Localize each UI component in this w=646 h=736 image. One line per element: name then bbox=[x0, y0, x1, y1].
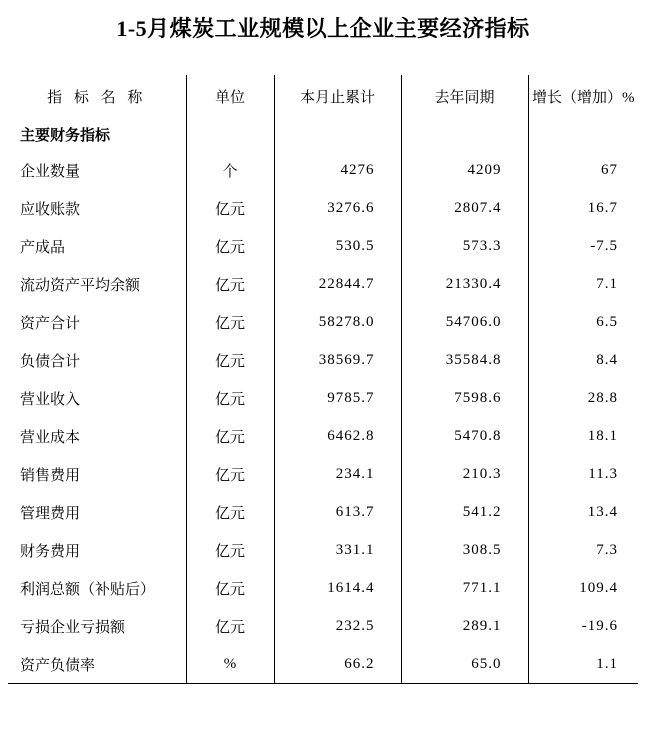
cell-growth bbox=[528, 117, 638, 151]
table-row bbox=[8, 379, 638, 417]
cell-current-cumulative: 6462.8 bbox=[274, 417, 401, 455]
cell-unit: 亿元 bbox=[186, 493, 274, 531]
table-row bbox=[8, 493, 638, 531]
cell-current-cumulative: 232.5 bbox=[274, 607, 401, 645]
cell-last-year: 54706.0 bbox=[401, 303, 528, 341]
cell-growth: 67 bbox=[528, 151, 638, 189]
cell-indicator-name: 负债合计 bbox=[20, 353, 81, 370]
cell-current-cumulative: 66.2 bbox=[274, 645, 401, 684]
column-header-current: 本月止累计 bbox=[274, 75, 401, 117]
cell-unit bbox=[186, 117, 274, 151]
cell-current-cumulative bbox=[274, 117, 401, 151]
cell-current-cumulative: 530.5 bbox=[274, 227, 401, 265]
table-row bbox=[8, 189, 638, 227]
cell-growth: 18.1 bbox=[528, 417, 638, 455]
cell-current-cumulative: 58278.0 bbox=[274, 303, 401, 341]
cell-unit: 亿元 bbox=[186, 417, 274, 455]
cell-unit: 亿元 bbox=[186, 189, 274, 227]
table-row bbox=[8, 341, 638, 379]
cell-unit: 亿元 bbox=[186, 379, 274, 417]
cell-current-cumulative: 9785.7 bbox=[274, 379, 401, 417]
cell-last-year: 5470.8 bbox=[401, 417, 528, 455]
cell-unit: 亿元 bbox=[186, 341, 274, 379]
table-row bbox=[8, 227, 638, 265]
cell-growth: 109.4 bbox=[528, 569, 638, 607]
cell-last-year: 308.5 bbox=[401, 531, 528, 569]
cell-indicator-name: 管理费用 bbox=[20, 505, 81, 522]
cell-indicator-name: 资产负债率 bbox=[8, 645, 186, 684]
cell-growth: 1.1 bbox=[528, 645, 638, 684]
table-row bbox=[8, 265, 638, 303]
table-row bbox=[8, 645, 638, 684]
cell-last-year: 541.2 bbox=[401, 493, 528, 531]
cell-unit: 个 bbox=[186, 151, 274, 189]
cell-unit: 亿元 bbox=[186, 531, 274, 569]
cell-growth: 8.4 bbox=[528, 341, 638, 379]
cell-current-cumulative: 234.1 bbox=[274, 455, 401, 493]
cell-growth: 11.3 bbox=[528, 455, 638, 493]
cell-current-cumulative: 4276 bbox=[274, 151, 401, 189]
table-row bbox=[8, 151, 638, 189]
cell-unit: 亿元 bbox=[186, 303, 274, 341]
table-body bbox=[8, 117, 638, 684]
cell-last-year: 573.3 bbox=[401, 227, 528, 265]
column-header-indicator: 指 标 名 称 bbox=[47, 89, 147, 106]
economic-indicators-table bbox=[8, 75, 638, 684]
cell-last-year: 65.0 bbox=[401, 645, 528, 684]
cell-last-year: 21330.4 bbox=[401, 265, 528, 303]
cell-growth: 7.1 bbox=[528, 265, 638, 303]
cell-indicator-name: 流动资产平均余额 bbox=[20, 277, 141, 294]
cell-last-year bbox=[401, 117, 528, 151]
table-row bbox=[8, 417, 638, 455]
cell-indicator-name: 产成品 bbox=[20, 239, 66, 256]
cell-growth: -19.6 bbox=[528, 607, 638, 645]
cell-indicator-name: 财务费用 bbox=[20, 543, 81, 560]
cell-last-year: 35584.8 bbox=[401, 341, 528, 379]
cell-indicator-name: 企业数量 bbox=[20, 163, 81, 180]
cell-growth: 28.8 bbox=[528, 379, 638, 417]
cell-indicator-name: 销售费用 bbox=[20, 467, 81, 484]
column-header-lastyear: 去年同期 bbox=[401, 75, 528, 117]
cell-indicator-name: 应收账款 bbox=[20, 201, 81, 218]
cell-current-cumulative: 38569.7 bbox=[274, 341, 401, 379]
table-row bbox=[8, 569, 638, 607]
cell-unit: 亿元 bbox=[186, 227, 274, 265]
cell-indicator-name: 主要财务指标 bbox=[20, 127, 111, 144]
table-header bbox=[8, 75, 638, 117]
cell-last-year: 771.1 bbox=[401, 569, 528, 607]
cell-unit: 亿元 bbox=[186, 455, 274, 493]
cell-growth: 6.5 bbox=[528, 303, 638, 341]
cell-current-cumulative: 613.7 bbox=[274, 493, 401, 531]
cell-unit: 亿元 bbox=[186, 265, 274, 303]
page-title: 1-5月煤炭工业规模以上企业主要经济指标 bbox=[116, 16, 530, 41]
cell-last-year: 210.3 bbox=[401, 455, 528, 493]
cell-last-year: 7598.6 bbox=[401, 379, 528, 417]
cell-unit: 亿元 bbox=[186, 607, 274, 645]
column-header-growth: 增长（增加）% bbox=[528, 75, 638, 117]
cell-indicator-name: 营业成本 bbox=[20, 429, 81, 446]
table-row bbox=[8, 607, 638, 645]
cell-current-cumulative: 1614.4 bbox=[274, 569, 401, 607]
cell-growth: 13.4 bbox=[528, 493, 638, 531]
cell-current-cumulative: 331.1 bbox=[274, 531, 401, 569]
cell-last-year: 289.1 bbox=[401, 607, 528, 645]
cell-indicator-name: 营业收入 bbox=[20, 391, 81, 408]
table-header-row bbox=[8, 75, 638, 117]
cell-growth: 7.3 bbox=[528, 531, 638, 569]
cell-last-year: 2807.4 bbox=[401, 189, 528, 227]
cell-current-cumulative: 3276.6 bbox=[274, 189, 401, 227]
table-container bbox=[0, 75, 646, 684]
cell-unit: % bbox=[186, 645, 274, 684]
cell-growth: -7.5 bbox=[528, 227, 638, 265]
cell-last-year: 4209 bbox=[401, 151, 528, 189]
cell-growth: 16.7 bbox=[528, 189, 638, 227]
cell-current-cumulative: 22844.7 bbox=[274, 265, 401, 303]
table-section-row bbox=[8, 117, 638, 151]
cell-indicator-name: 资产合计 bbox=[20, 315, 81, 332]
table-row bbox=[8, 455, 638, 493]
cell-indicator-name: 亏损企业亏损额 bbox=[20, 619, 126, 636]
cell-indicator-name: 利润总额（补贴后） bbox=[20, 581, 156, 598]
table-row bbox=[8, 531, 638, 569]
table-row bbox=[8, 303, 638, 341]
cell-unit: 亿元 bbox=[186, 569, 274, 607]
column-header-unit: 单位 bbox=[186, 75, 274, 117]
